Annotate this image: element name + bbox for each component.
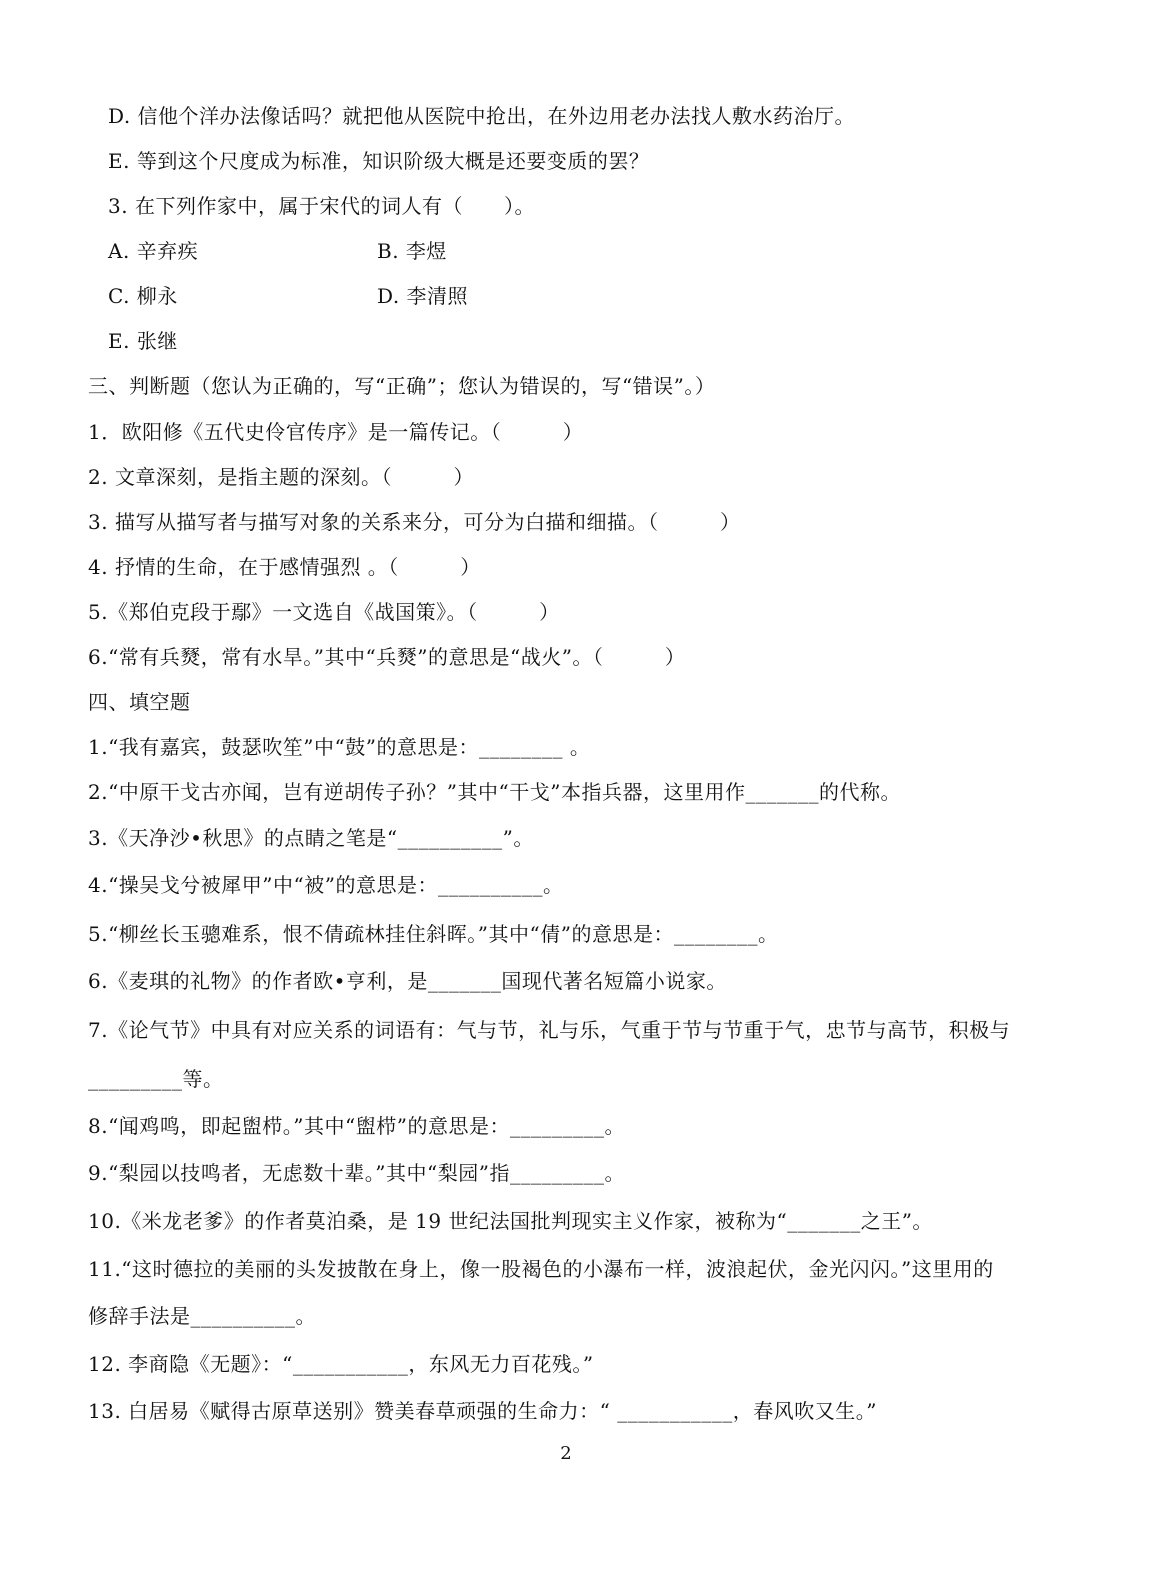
section3-heading: 三、判断题（您认为正确的，写“正确”；您认为错误的，写“错误”。）	[88, 374, 716, 398]
q3-option-d: D. 李清照	[377, 284, 469, 308]
q3-stem: 3. 在下列作家中，属于宋代的词人有（ ）。	[108, 194, 535, 218]
fill-item-3: 3.《天净沙•秋思》的点睛之笔是“__________”。	[88, 826, 534, 850]
q3-option-b: B. 李煜	[377, 239, 447, 263]
judge-item-1: 1．欧阳修《五代史伶官传序》是一篇传记。（ ）	[88, 420, 584, 444]
fill-item-13: 13. 白居易《赋得古原草送别》赞美春草顽强的生命力：“ ___________，春风吹又生。”	[88, 1399, 877, 1423]
fill-item-5: 5.“柳丝长玉骢难系，恨不倩疏林挂住斜晖。”其中“倩”的意思是：________。	[88, 922, 779, 946]
fill-item-1: 1.“我有嘉宾，鼓瑟吹笙”中“鼓”的意思是：________ 。	[88, 735, 591, 759]
fill-item-2: 2.“中原干戈古亦闻，岂有逆胡传子孙？”其中“干戈”本指兵器，这里用作_______的代称。	[88, 780, 901, 804]
page-number: 2	[560, 1443, 572, 1464]
judge-item-5: 5.《郑伯克段于鄢》一文选自《战国策》。（ ）	[88, 600, 560, 624]
judge-item-3: 3. 描写从描写者与描写对象的关系来分，可分为白描和细描。（ ）	[88, 510, 741, 534]
section4-heading: 四、填空题	[88, 690, 191, 714]
fill-item-4: 4.“操吴戈兮被犀甲”中“被”的意思是：__________。	[88, 873, 564, 897]
q3-option-c: C. 柳永	[108, 284, 178, 308]
fill-item-8: 8.“闻鸡鸣，即起盥栉。”其中“盥栉”的意思是：_________。	[88, 1114, 625, 1138]
q2-option-d: D. 信他个洋办法像话吗？就把他从医院中抢出，在外边用老办法找人敷水药治厅。	[108, 104, 856, 128]
q2-option-e: E. 等到这个尺度成为标准，知识阶级大概是还要变质的罢？	[108, 149, 650, 173]
judge-item-2: 2. 文章深刻，是指主题的深刻。（ ）	[88, 465, 474, 489]
fill-item-12: 12. 李商隐《无题》：“___________，东风无力百花残。”	[88, 1352, 594, 1376]
fill-item-11: 11.“这时德拉的美丽的头发披散在身上，像一股褐色的小瀑布一样，波浪起伏，金光闪闪。”这里用的	[88, 1257, 994, 1281]
fill-item-7: 7.《论气节》中具有对应关系的词语有：气与节，礼与乐，气重于节与节重于气，忠节与高节，积极与	[88, 1018, 1011, 1042]
fill-item-6: 6.《麦琪的礼物》的作者欧•亨利，是_______国现代著名短篇小说家。	[88, 969, 727, 993]
fill-item-11-cont: 修辞手法是__________。	[88, 1304, 316, 1328]
judge-item-6: 6.“常有兵燹，常有水旱。”其中“兵燹”的意思是“战火”。（ ）	[88, 645, 686, 669]
fill-item-7-cont: _________等。	[88, 1067, 224, 1091]
fill-item-10: 10.《米龙老爹》的作者莫泊桑，是 19 世纪法国批判现实主义作家，被称为“_______之王”。	[88, 1209, 933, 1233]
q3-option-a: A. 辛弃疾	[108, 239, 199, 263]
q3-option-e: E. 张继	[108, 329, 178, 353]
fill-item-9: 9.“梨园以技鸣者，无虑数十辈。”其中“梨园”指_________。	[88, 1161, 625, 1185]
judge-item-4: 4. 抒情的生命，在于感情强烈 。（ ）	[88, 555, 481, 579]
